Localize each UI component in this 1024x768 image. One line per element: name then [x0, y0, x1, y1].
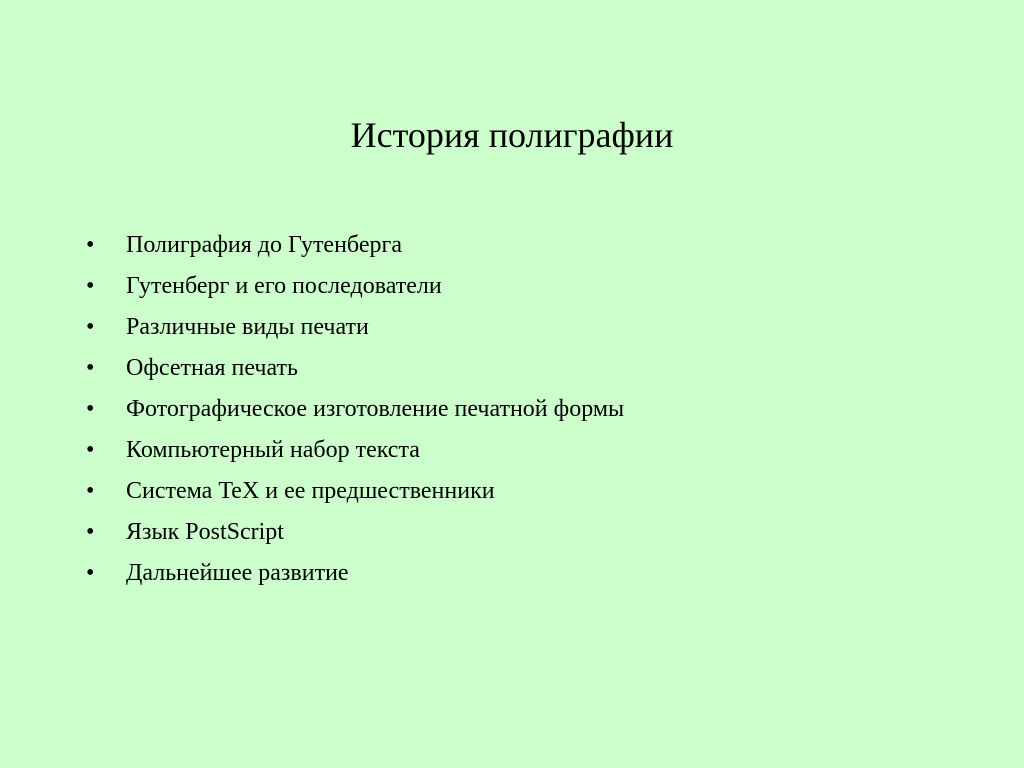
bullet-icon: •: [86, 396, 95, 422]
bullet-icon: •: [86, 355, 95, 381]
bullet-icon: •: [86, 519, 95, 545]
list-item-text: Полиграфия до Гутенберга: [126, 232, 402, 258]
list-item-text: Гутенберг и его последователи: [126, 273, 442, 299]
list-item-text: Офсетная печать: [126, 355, 298, 381]
bullet-icon: •: [86, 273, 95, 299]
list-item-text: Компьютерный набор текста: [126, 437, 420, 463]
bullet-icon: •: [86, 314, 95, 340]
bullet-icon: •: [86, 560, 95, 586]
bullet-icon: •: [86, 232, 95, 258]
list-item-text: Дальнейшее развитие: [126, 560, 349, 586]
list-item-text: Система TeX и ее предшественники: [126, 478, 495, 504]
slide-title: История полиграфии: [350, 115, 674, 155]
bullet-icon: •: [86, 478, 95, 504]
list-item-text: Фотографическое изготовление печатной формы: [126, 396, 625, 422]
list-item-text: Язык PostScript: [126, 519, 284, 545]
bullet-icon: •: [86, 437, 95, 463]
list-item-text: Различные виды печати: [126, 314, 369, 340]
